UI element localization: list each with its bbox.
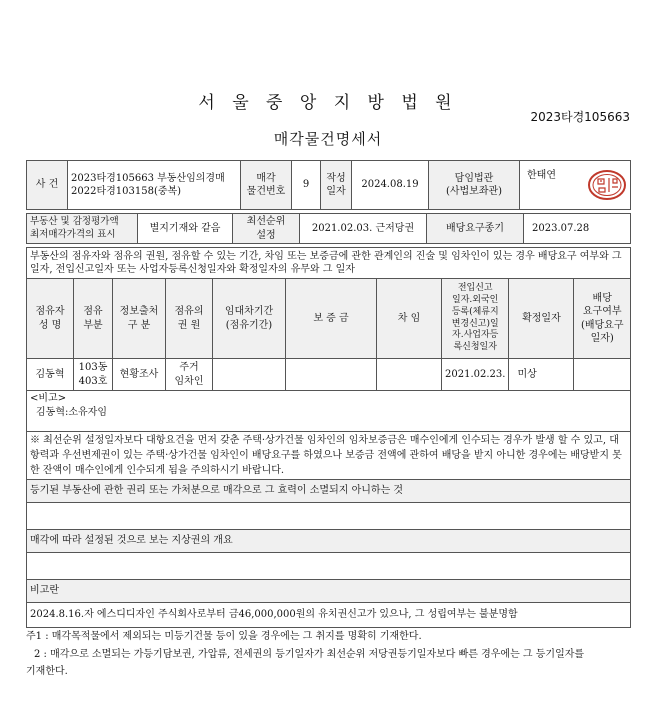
priority-label-line1: 최선순위	[246, 216, 286, 227]
judge-name: 한태연	[527, 170, 556, 181]
occupant-right	[166, 359, 213, 391]
header-part	[74, 279, 113, 359]
occupant-rent	[377, 359, 442, 391]
header-period-line2: (점유기간)	[225, 319, 273, 331]
deadline-label: 배당요구종기	[427, 214, 524, 244]
header-part-line2: 부분	[83, 319, 103, 331]
header-dividend-line2: 요구여부	[582, 306, 622, 317]
occupant-right-line2: 임차인	[174, 375, 204, 387]
header-movein-line4: 변경신고)일	[451, 318, 499, 329]
header-source-line2: 구 분	[127, 319, 151, 331]
remarks-label: <비고>	[30, 393, 67, 404]
header-occupant-line2: 성 명	[38, 319, 62, 331]
header-deposit: 보 증 금	[286, 279, 377, 359]
header-movein-line3: 등록(체류지	[451, 306, 499, 317]
header-right-line1: 점유의	[174, 306, 204, 317]
appraisal-label-line2: 최저매각가격의 표시	[30, 228, 116, 240]
header-occupant	[27, 279, 74, 359]
case-text-line2: 2022타경103158(중복)	[71, 186, 182, 197]
date-label	[321, 161, 352, 210]
judge-label	[429, 161, 520, 210]
warning-text: ※ 최선순위 설정일자보다 대항요건을 먼저 갖춘 주택·상가건물 임차인의 임차보증금은 매수인에게 인수되는 경우가 발생 할 수 있고, 대항력과 우선변제권이 있는 주택·상가건물 임차인이 배당요구를 하였으나 보증금 전액에 관하여 배당을 받지 아니한 경우에는 배당받지 못한 잔액이 매수인에게 인수되게 됨을 주의하시기 바랍니다.	[27, 432, 631, 480]
case-number: 2023타경105663	[530, 110, 630, 124]
header-right	[166, 279, 213, 359]
remarks-section-value: 2024.8.16.자 에스디디자인 주식회사로부터 금46,000,000원의 유치권신고가 있으나, 그 성립여부는 불분명함	[27, 603, 631, 628]
header-dividend-line3: (배당요구일자)	[580, 319, 624, 344]
occupancy-notice: 부동산의 점유자와 점유의 권원, 점유할 수 있는 기간, 차임 또는 보증금에 관한 관계인의 진술 및 임차인이 있는 경우 배당요구 여부와 그 일자, 전입신고일자 또는 사업자등록신청일자와 확정일자의 유무와 그 일자	[27, 248, 631, 279]
header-movein-line5: 자.사업자등	[452, 330, 499, 341]
case-info-table	[26, 160, 631, 210]
occupants-table	[26, 247, 631, 628]
rights-label: 등기된 부동산에 관한 권리 또는 가처분으로 매각으로 그 효력이 소멸되지 아니하는 것	[27, 480, 631, 503]
priority-label-line2: 설정	[256, 229, 276, 241]
case-text-line1: 2023타경105663 부동산임의경매	[71, 172, 225, 184]
remarks-section-label: 비고란	[27, 580, 631, 603]
header-source	[113, 279, 166, 359]
superficies-value	[27, 553, 631, 580]
judge-cell	[520, 161, 631, 210]
appraisal-value: 별지기재와 같음	[138, 214, 233, 244]
document-title: 매각물건명세서	[273, 130, 383, 148]
occupant-movein: 2021.02.23.	[442, 359, 509, 391]
judge-seal-icon	[587, 169, 627, 201]
sale-no-label-line2: 물건번호	[246, 186, 286, 197]
priority-label	[233, 214, 300, 244]
header-period-line1: 임대차기간	[224, 306, 274, 317]
header-period	[213, 279, 286, 359]
header-dividend-line1: 배당	[592, 292, 612, 304]
appraisal-label	[27, 214, 138, 244]
header-source-line1: 정보출처	[119, 306, 159, 317]
judge-label-line2: (사법보좌관)	[445, 186, 503, 197]
occupant-name: 김동혁	[27, 359, 74, 391]
remarks-cell	[27, 391, 631, 432]
sale-no-value: 9	[292, 161, 321, 210]
judge-label-line1: 담임법관	[454, 172, 494, 184]
header-occupant-line1: 점유자	[35, 306, 65, 317]
header-dividend	[574, 279, 631, 359]
occupant-deposit	[286, 359, 377, 391]
appraisal-label-line1: 부동산 및 감정평가액	[30, 215, 119, 227]
header-right-line2: 권 원	[177, 319, 201, 331]
occupant-part-line1: 103동	[78, 362, 108, 373]
appraisal-table	[26, 213, 631, 244]
occupant-part	[74, 359, 113, 391]
occupant-source: 현황조사	[113, 359, 166, 391]
superficies-label: 매각에 따라 설정된 것으로 보는 지상권의 개요	[27, 530, 631, 553]
header-rent: 차 임	[377, 279, 442, 359]
court-name: 서 울 중 앙 지 방 법 원	[198, 93, 458, 113]
footnotes	[26, 628, 636, 681]
date-value: 2024.08.19	[352, 161, 429, 210]
occupant-part-line2: 403호	[78, 375, 108, 387]
sale-no-label	[241, 161, 292, 210]
header-fixed: 확정일자	[509, 279, 574, 359]
header-movein-line6: 록신청일자	[453, 341, 497, 352]
case-text	[68, 161, 241, 210]
sale-no-label-line1: 매각	[256, 172, 276, 184]
date-label-line2: 일자	[326, 186, 346, 197]
footnote-2-cont: 기재한다.	[26, 666, 68, 677]
case-label: 사 건	[27, 161, 68, 210]
table-row	[27, 359, 631, 391]
footnote-2: 2 : 매각으로 소멸되는 가등기담보권, 가압류, 전세권의 등기일자가 최선순위 저당권등기일자보다 빠른 경우에는 그 등기일자를	[34, 648, 585, 660]
header-part-line1: 점유	[83, 306, 103, 317]
priority-value: 2021.02.03. 근저당권	[300, 214, 427, 244]
remarks-text: 김동혁:소유자임	[36, 406, 107, 418]
deadline-value: 2023.07.28	[524, 214, 631, 244]
occupant-period	[213, 359, 286, 391]
footnote-1: 주1 : 매각목적물에서 제외되는 미등기건물 등이 있을 경우에는 그 취지를 명확히 기재한다.	[26, 631, 422, 642]
rights-value	[27, 503, 631, 530]
occupant-dividend	[574, 359, 631, 391]
header-movein-line2: 일자.외국인	[452, 295, 499, 306]
date-label-line1: 작성	[326, 172, 346, 184]
occupant-right-line1: 주거	[179, 362, 199, 373]
header-movein-line1: 전입신고	[457, 283, 493, 294]
occupant-fixed: 미상	[509, 359, 574, 391]
header-movein	[442, 279, 509, 359]
